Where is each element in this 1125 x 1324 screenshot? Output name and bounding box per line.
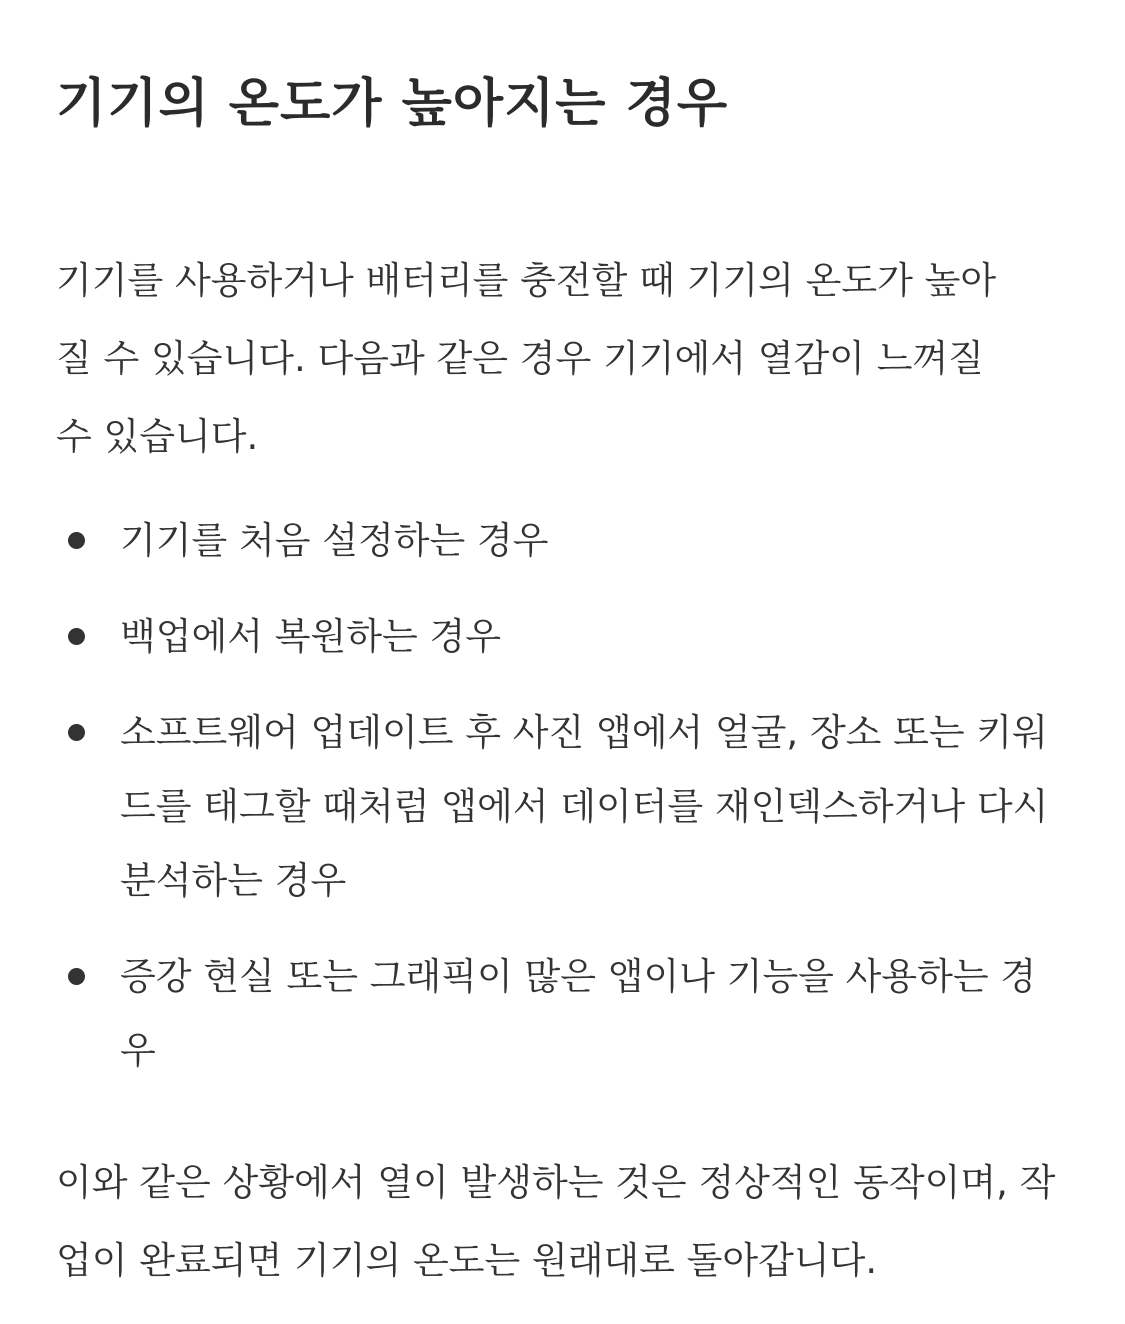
list-item-text: 백업에서 복원하는 경우 <box>120 615 501 658</box>
bullet-list <box>56 504 1069 1088</box>
bullet-dot-icon <box>68 968 85 985</box>
intro-paragraph: 기기를 사용하거나 배터리를 충전할 때 기기의 온도가 높아질 수 있습니다. 다음과 같은 경우 기기에서 열감이 느껴질 수 있습니다. <box>56 259 997 458</box>
list-item <box>56 940 1070 1088</box>
bullet-dot-icon <box>68 724 85 741</box>
list-item-text: 증강 현실 또는 그래픽이 많은 앱이나 기능을 사용하는 경우 <box>120 955 1037 1072</box>
list-item <box>56 696 1070 918</box>
list-item-text: 소프트웨어 업데이트 후 사진 앱에서 얼굴, 장소 또는 키워드를 태그할 때처럼 앱에서 데이터를 재인덱스하거나 다시 분석하는 경우 <box>120 711 1049 902</box>
bullet-dot-icon <box>68 628 85 645</box>
article-title: 기기의 온도가 높아지는 경우 <box>56 74 729 134</box>
list-item <box>56 504 1070 578</box>
list-item <box>56 600 1070 674</box>
list-item-text: 기기를 처음 설정하는 경우 <box>120 519 549 562</box>
outro-paragraph: 이와 같은 상황에서 열이 발생하는 것은 정상적인 동작이며, 작업이 완료되면 기기의 온도는 원래대로 돌아갑니다. <box>56 1161 1056 1282</box>
bullet-dot-icon <box>68 532 85 549</box>
